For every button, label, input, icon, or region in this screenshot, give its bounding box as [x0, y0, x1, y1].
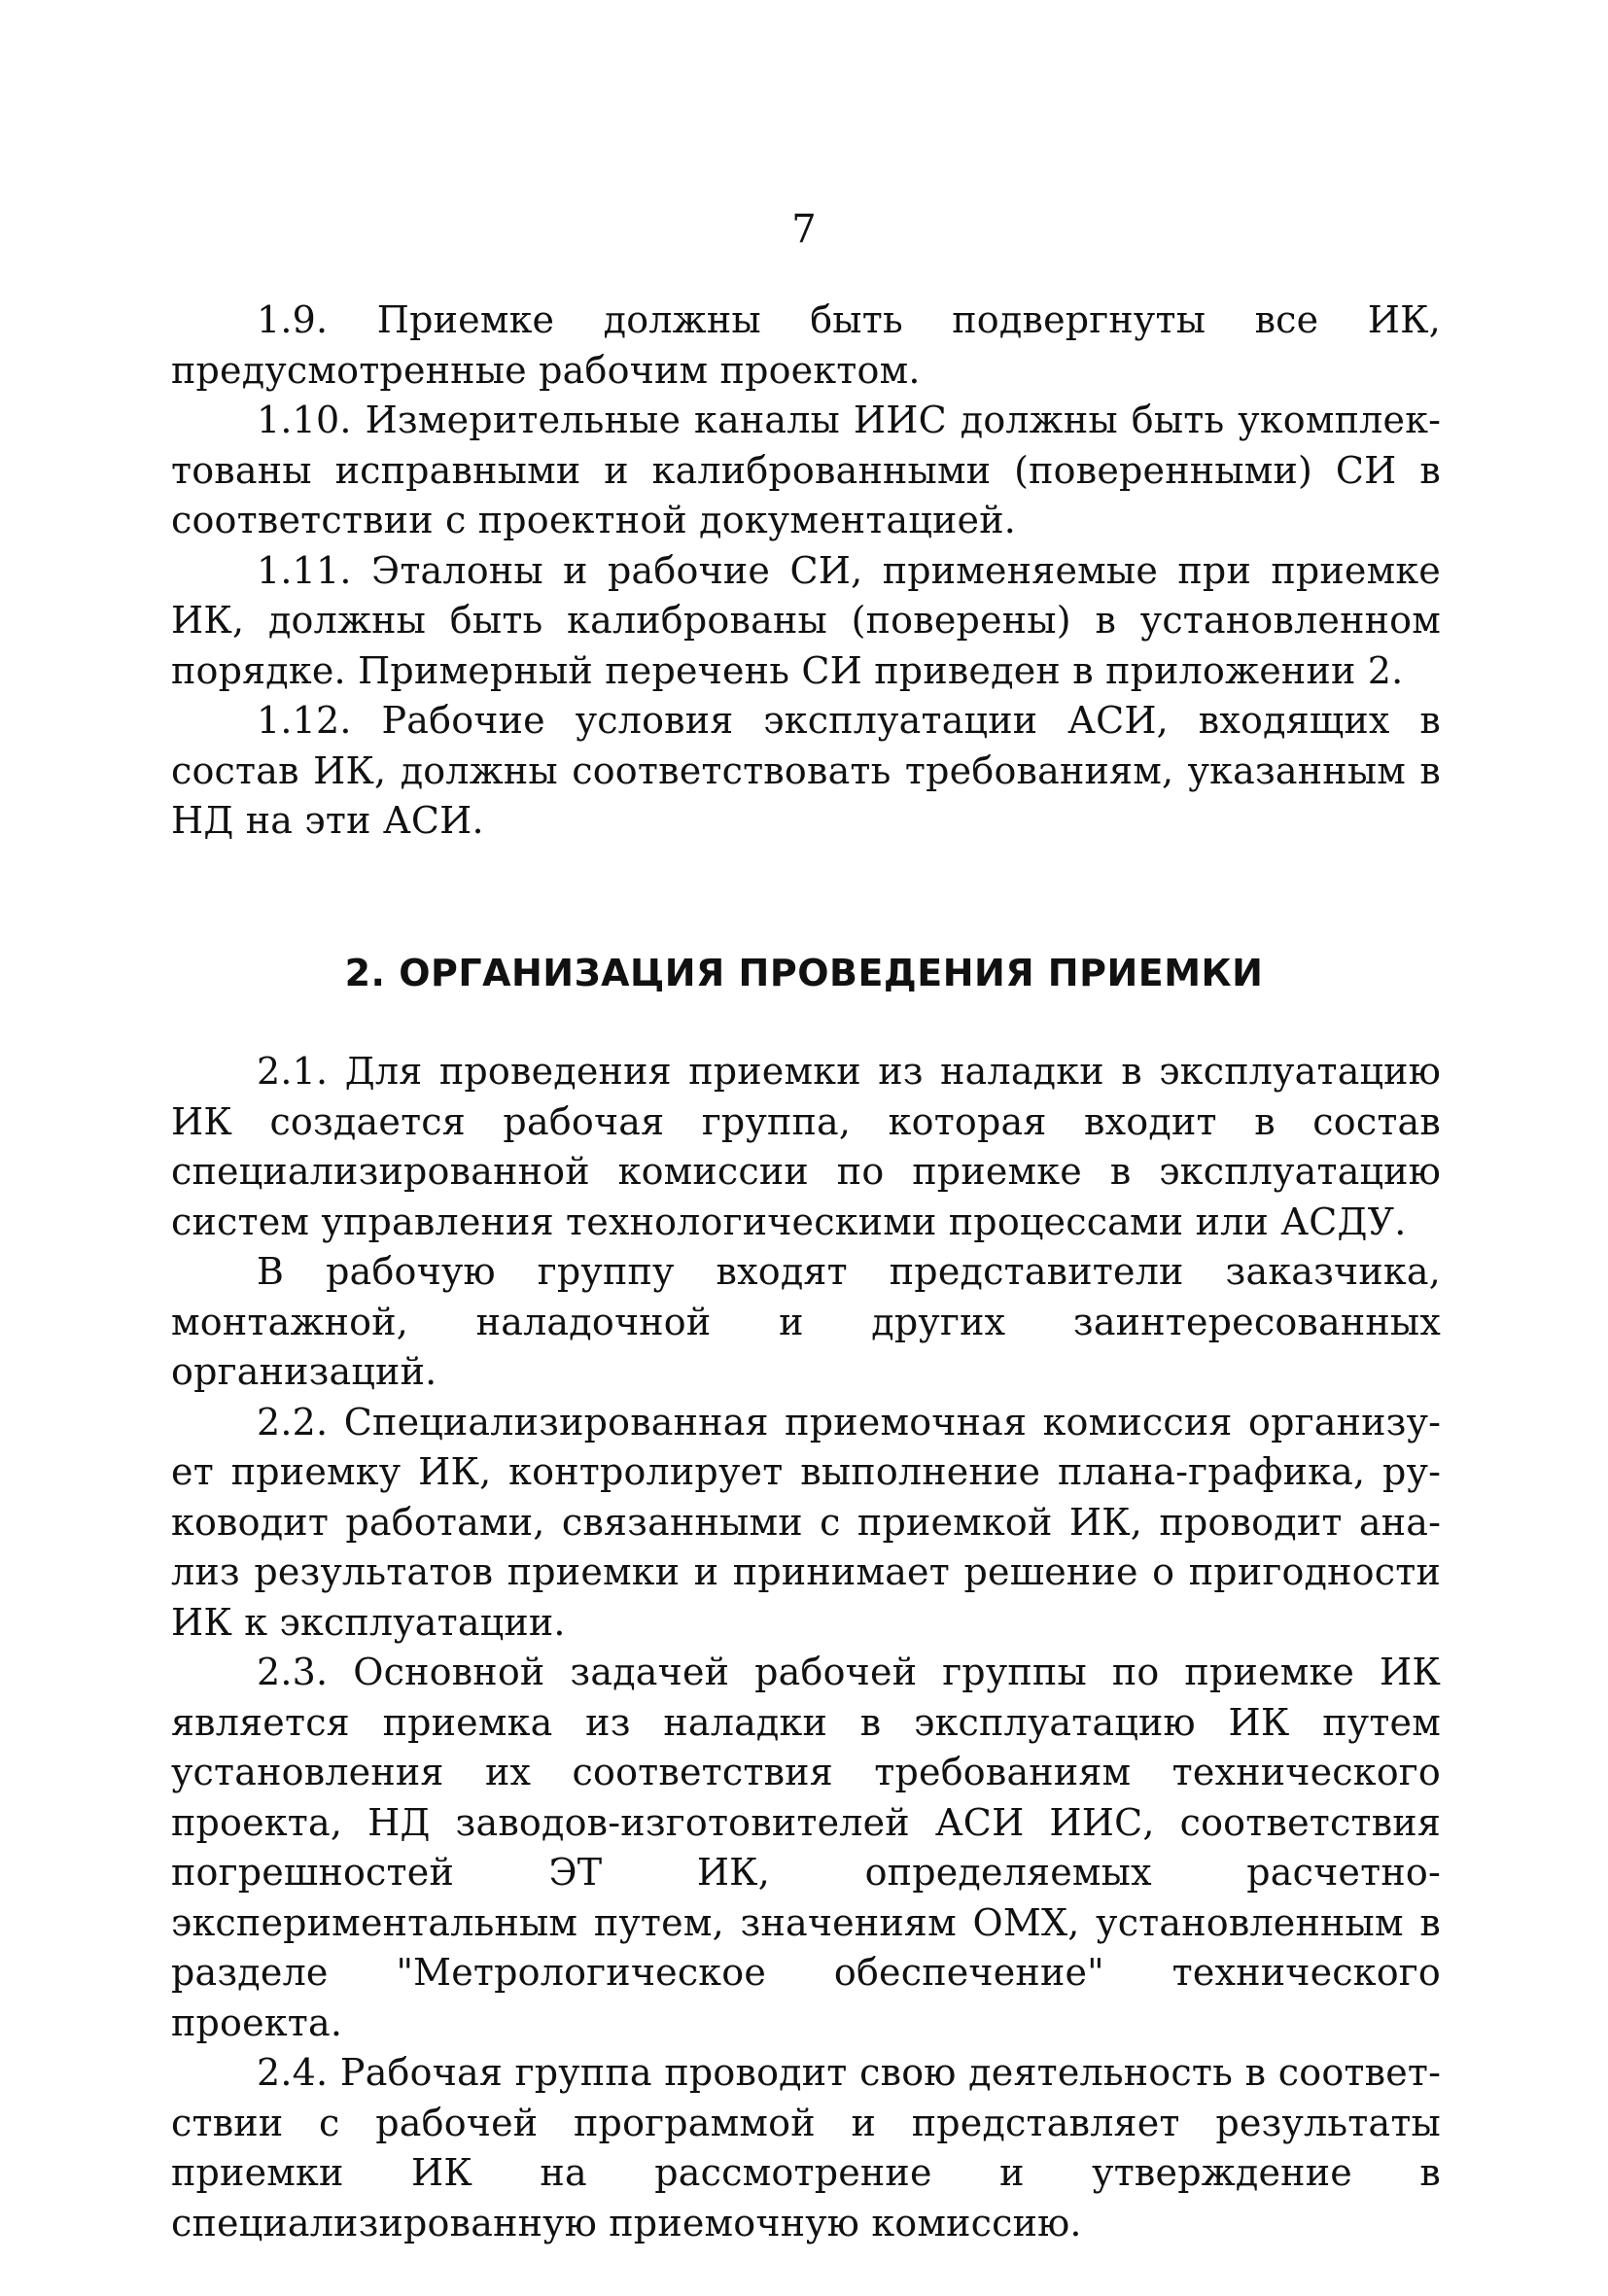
paragraph-2-4: 2.4. Рабочая группа проводит свою деятельность в соответствии с рабочей программой и представляет результаты приемки ИК на рассмотрение и утверждение в специализированную приемочную комиссию. [171, 2051, 1441, 2244]
paragraph-2-1-continued: В рабочую группу входят представители заказчика, монтажной, наладочной и других заинтересованных организаций. [171, 1250, 1441, 1393]
paragraph-1-10: 1.10. Измерительные каналы ИИС должны быть укомплектованы исправными и калиброванными (поверенными) СИ в соответствии с проектной документацией. [171, 399, 1441, 541]
section-heading: 2. ОРГАНИЗАЦИЯ ПРОВЕДЕНИЯ ПРИЕМКИ [344, 952, 1264, 994]
paragraph-1-11: 1.11. Эталоны и рабочие СИ, применяемые при приемке ИК, должны быть калиброваны (поверены) в установленном порядке. Примерный перечень СИ приведен в приложении 2. [171, 548, 1441, 692]
paragraph-1-12: 1.12. Рабочие условия эксплуатации АСИ, входящих в состав ИК, должны соответствовать требованиям, указанным в НД на эти АСИ. [171, 699, 1441, 842]
section-2-text [171, 1047, 1441, 2248]
paragraph-2-1: 2.1. Для проведения приемки из наладки в эксплуатацию ИК создается рабочая группа, которая входит в состав специализированной комиссии по приемке в эксплуатацию систем управления технологическими процессами или АСДУ. [171, 1050, 1441, 1243]
paragraph-2-3: 2.3. Основной задачей рабочей группы по приемке ИК является приемка из наладки в эксплуатацию ИК путем установления их соответствия требованиям технического проекта, НД заводов-изготовителей АСИ ИИС, соответствия погрешностей ЭТ ИК, определяемых расчетно-экспериментальным путем, значениям ОМХ, установленным в разделе "Метрологическое обеспечение" технического проекта. [171, 1651, 1441, 2044]
section-1-text [171, 296, 1441, 847]
paragraph-1-9: 1.9. Приемке должны быть подвергнуты все ИК, предусмотренные рабочим проектом. [171, 298, 1441, 392]
paragraph-2-2: 2.2. Специализированная приемочная комиссия организует приемку ИК, контролирует выполнение плана-графика, руководит работами, связанными с приемкой ИК, проводит анализ результатов приемки и принимает решение о пригодности ИК к эксплуатации. [171, 1400, 1441, 1644]
page-number: 7 [791, 207, 817, 252]
